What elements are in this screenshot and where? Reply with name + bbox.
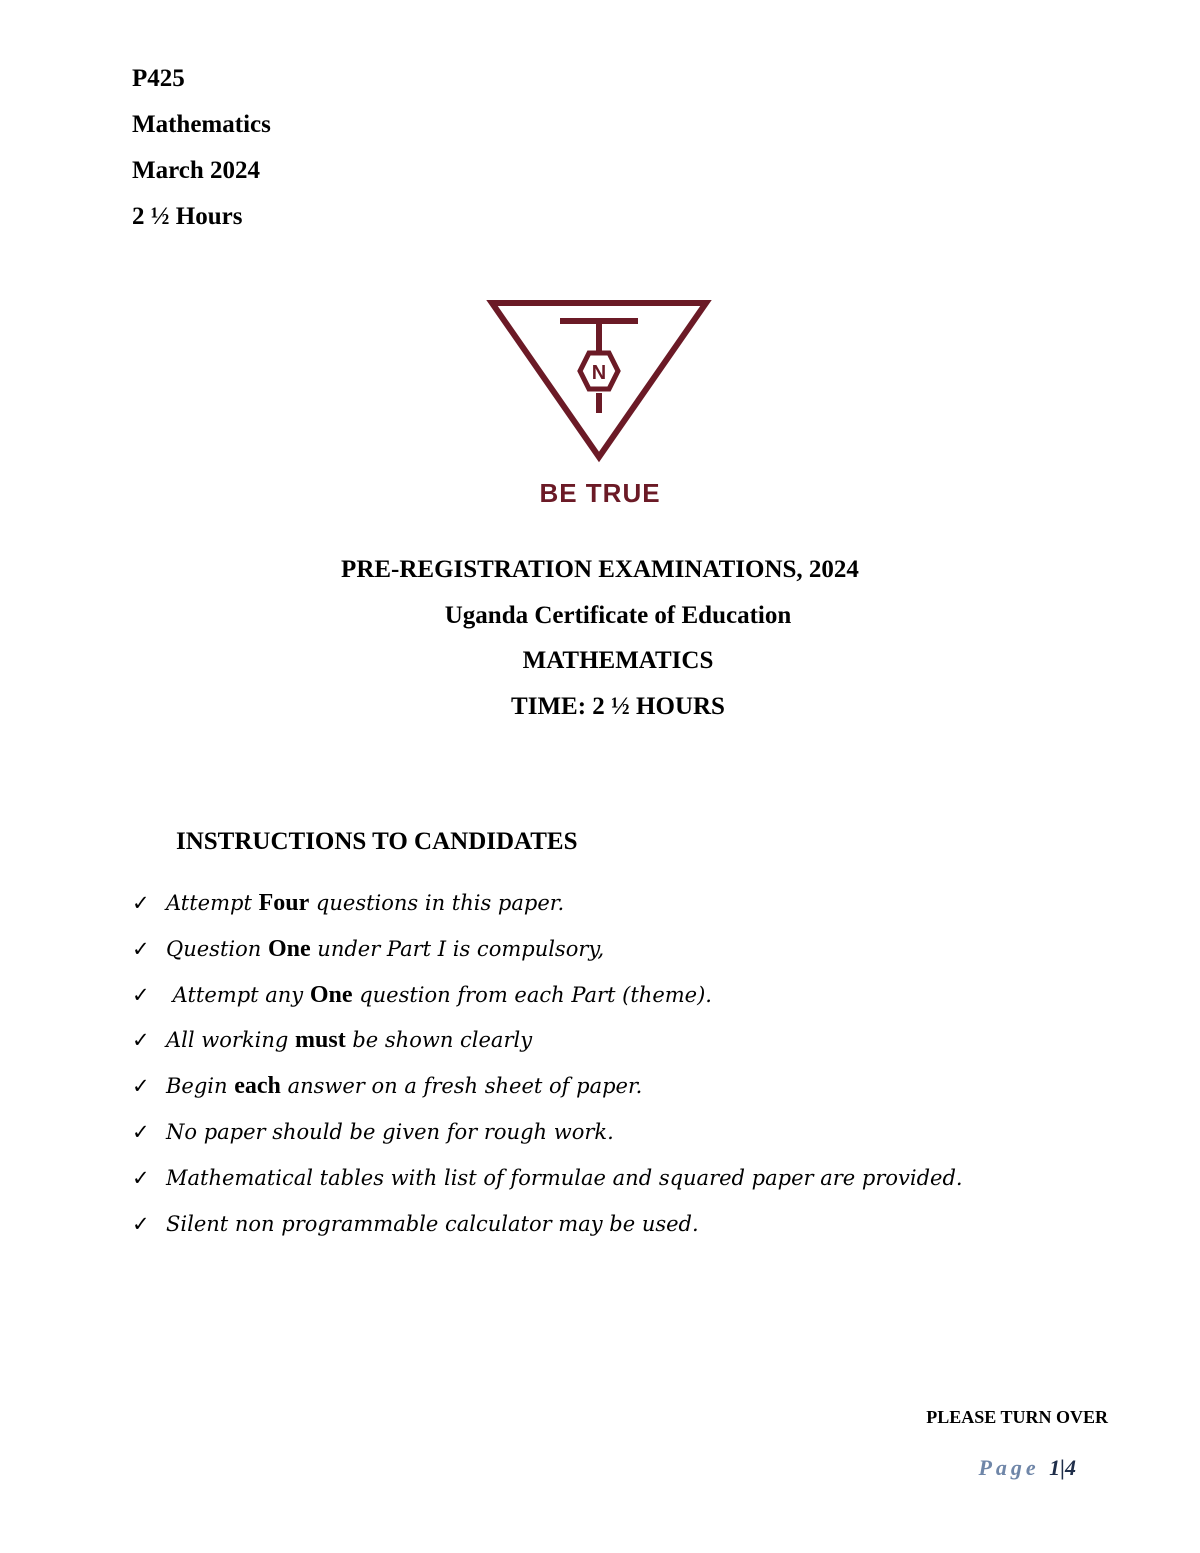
checkmark-icon: ✓	[132, 1074, 150, 1099]
exam-meta	[132, 62, 271, 246]
instruction-item: ✓ Begin each answer on a fresh sheet of paper.	[132, 1069, 963, 1115]
exam-titles	[0, 553, 1200, 735]
checkmark-icon: ✓	[132, 936, 150, 961]
exam-date: March 2024	[132, 157, 260, 184]
certificate-title: Uganda Certificate of Education	[444, 601, 792, 629]
checkmark-icon: ✓	[132, 1119, 150, 1144]
svg-text:N: N	[591, 362, 607, 384]
checkmark-icon: ✓	[132, 1211, 150, 1236]
instruction-item: ✓ All working must be shown clearly	[132, 1023, 963, 1069]
paper-title: MATHEMATICS	[522, 647, 714, 674]
time-allowed: TIME: 2 ½ HOURS	[511, 692, 725, 720]
paper-code: P425	[132, 65, 185, 92]
instructions-heading: INSTRUCTIONS TO CANDIDATES	[176, 828, 578, 855]
checkmark-icon: ✓	[132, 982, 150, 1007]
page-number	[978, 1455, 1076, 1481]
please-turn-over: PLEASE TURN OVER	[926, 1407, 1108, 1427]
checkmark-icon: ✓	[132, 891, 150, 915]
checkmark-icon: ✓	[132, 1165, 150, 1190]
school-logo	[486, 297, 712, 467]
instruction-item: ✓ Attempt Four questions in this paper.	[132, 886, 963, 932]
instruction-item: ✓ Attempt any One question from each Part (theme).	[132, 978, 963, 1024]
instruction-item: ✓ Question One under Part I is compulsory,	[132, 932, 963, 978]
instruction-item: ✓ No paper should be given for rough work.	[132, 1115, 963, 1161]
page-separator: |	[1060, 1455, 1065, 1480]
instruction-item: ✓ Silent non programmable calculator may be used.	[132, 1207, 963, 1253]
instruction-item: ✓ Mathematical tables with list of formulae and squared paper are provided.	[132, 1161, 963, 1207]
instructions-list	[132, 886, 963, 1252]
subject: Mathematics	[132, 111, 271, 138]
checkmark-icon: ✓	[132, 1028, 150, 1053]
page-label: Page	[978, 1455, 1040, 1480]
duration: 2 ½ Hours	[132, 203, 243, 230]
page-current: 1	[1049, 1455, 1061, 1480]
logo-motto: BE TRUE	[539, 478, 661, 508]
page-total: 4	[1065, 1455, 1076, 1480]
exam-title: PRE-REGISTRATION EXAMINATIONS, 2024	[341, 556, 859, 583]
